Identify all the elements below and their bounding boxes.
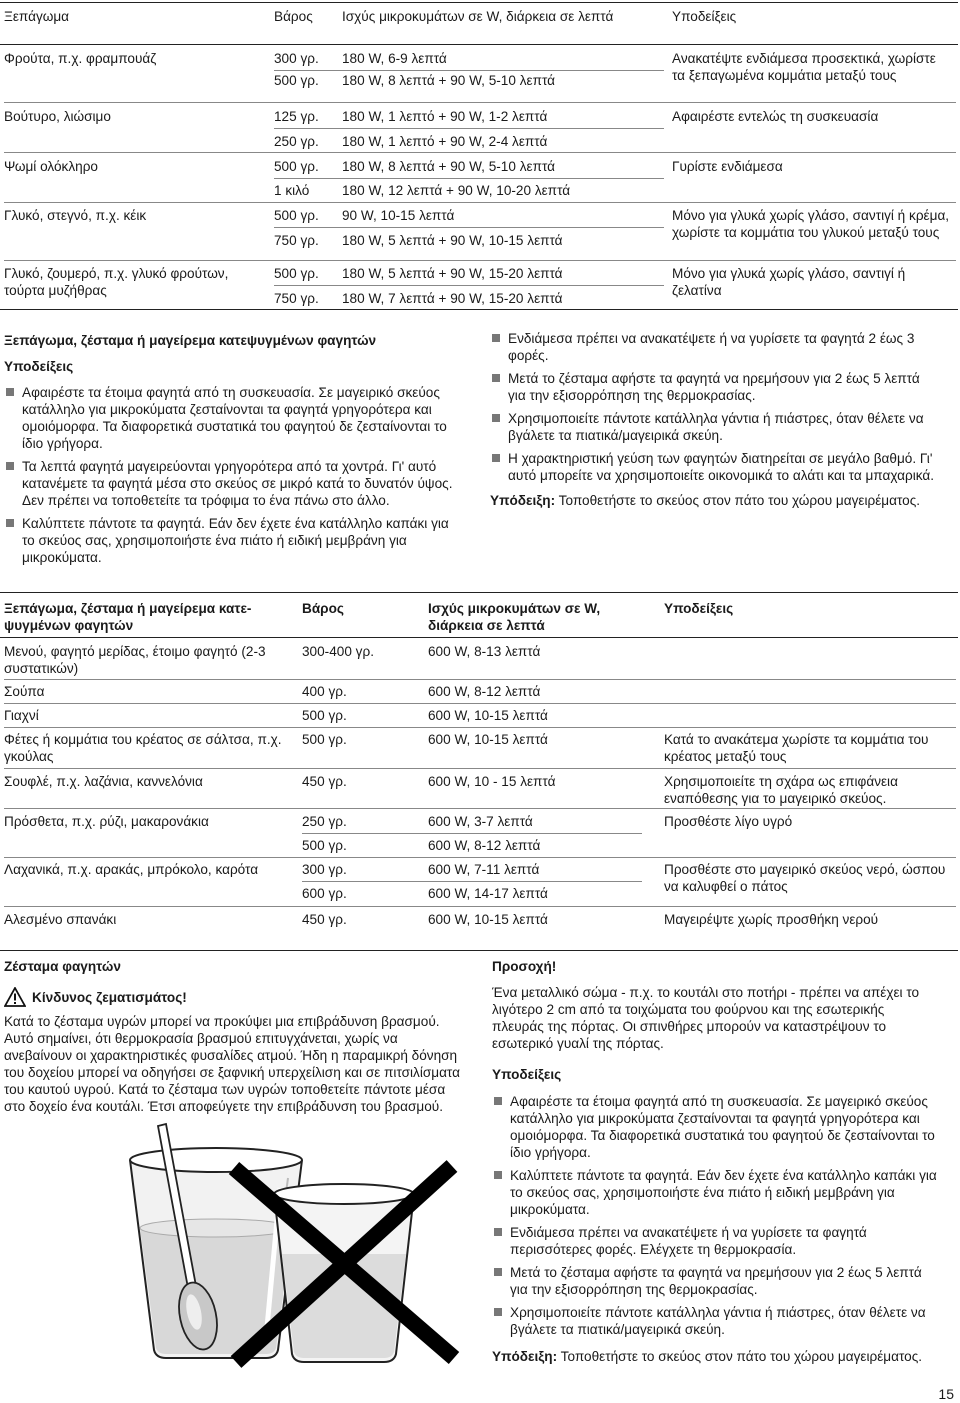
cell-food: Λαχανικά, π.χ. αρακάς, μπρόκολο, καρότα: [4, 862, 259, 877]
heating-left-column: [4, 958, 462, 1115]
table-header-row: [4, 8, 956, 48]
tip-label: Υπόδειξη:: [490, 493, 556, 508]
cell-weight: 500 γρ.: [274, 159, 319, 174]
cell-notes: Προσθέστε στο μαγειρικό σκεύος νερό, ώσπου να καλυφθεί ο πάτος: [664, 862, 946, 894]
cell-notes: Κατά το ανακάτεμα χωρίστε τα κομμάτια του κρέατος μεταξύ τους: [664, 732, 929, 764]
caution-text: Ένα μεταλλικό σώμα - π.χ. το κουτάλι στο ποτήρι - πρέπει να απέχει το λιγότερο 2 cm από τα τοιχώματα του φούρνου και της εσωτερικής πλευράς της πόρτας. Οι σπινθήρες μπορούν να καταστρέψουν το εσωτερικό γυαλί της πόρτας.: [492, 985, 920, 1051]
cell-weight: 750 γρ.: [274, 233, 319, 248]
cell-power: 600 W, 10-15 λεπτά: [428, 708, 548, 723]
hints-list: [490, 330, 935, 484]
hints-heading: Υποδείξεις: [4, 359, 74, 374]
list-item: Αφαιρέστε τα έτοιμα φαγητά από τη συσκευασία. Σε μαγειρικό σκεύος κατάλληλο για μικροκύματα ζεσταίνονται τα φαγητά γρηγορότερα και ομοιόμορφα. Τα διαφορετικά συστατικά του φαγητού δε ζεσταίνονται το ίδιο γρήγορα.: [4, 384, 464, 452]
cell-weight: 300 γρ.: [302, 862, 347, 877]
cell-power: 180 W, 1 λεπτό + 90 W, 1-2 λεπτά: [342, 109, 548, 124]
heating-right-column: [492, 958, 938, 1365]
row-divider: [302, 833, 642, 834]
warning-heading: [4, 987, 462, 1007]
list-item: Καλύπτετε πάντοτε τα φαγητά. Εάν δεν έχετε ένα κατάλληλο καπάκι για το σκεύος σας, χρησιμοποιήστε ένα πιάτο ή ειδική μεμβράνη για μικροκύματα.: [4, 515, 464, 566]
warning-text: Κατά το ζέσταμα υγρών μπορεί να προκύψει μια επιβράδυνση βρασμού. Αυτό σημαίνει, ότι θερμοκρασία βρασμού επιτυγχάνεται, χωρίς να ανεβαίνουν οι χαρακτηριστικές φυσαλίδες ατμού. Ήδη η παραμικρή δόνηση του δοχείου μπορεί να οδηγήσει σε ξαφνική υπερχείλιση και σε πιτσιλίσματα του καυτού υγρού. Κατά το ζέσταμα των υγρών τοποθετείτε πάντοτε μέσα στο δοχείο ένα κουτάλι. Έτσι αποφεύγετε την επιβράδυνση του βρασμού.: [4, 1014, 460, 1114]
cell-food: Γλυκό, στεγνό, π.χ. κέικ: [4, 208, 147, 223]
cell-power: 180 W, 8 λεπτά + 90 W, 5-10 λεπτά: [342, 159, 555, 174]
cell-power: 180 W, 8 λεπτά + 90 W, 5-10 λεπτά: [342, 73, 555, 88]
cell-food: Γλυκό, ζουμερό, π.χ. γλυκό φρούτων, τούρτα μυζήθρας: [4, 266, 229, 298]
hints-heading: Υποδείξεις: [492, 1067, 562, 1082]
cell-power: 180 W, 5 λεπτά + 90 W, 15-20 λεπτά: [342, 266, 563, 281]
cell-power: 600 W, 10 - 15 λεπτά: [428, 774, 556, 789]
section-title: Ζέσταμα φαγητών: [4, 959, 121, 974]
cell-food: Φέτες ή κομμάτια του κρέατος σε σάλτσα, π.χ. γκούλας: [4, 732, 282, 764]
cell-notes: Ανακατέψτε ενδιάμεσα προσεκτικά, χωρίστε τα ξεπαγωμένα κομμάτια μεταξύ τους: [672, 51, 936, 83]
cell-notes: Γυρίστε ενδιάμεσα: [672, 159, 783, 174]
cell-food: Σουφλέ, π.χ. λαζάνια, καννελόνια: [4, 774, 203, 789]
cell-weight: 125 γρ.: [274, 109, 319, 124]
tip-text: Τοποθετήστε το σκεύος στον πάτο του χώρου μαγειρέματος.: [557, 1349, 923, 1364]
cell-weight: 1 κιλό: [274, 183, 310, 198]
cell-weight: 300 γρ.: [274, 51, 319, 66]
row-divider: [4, 906, 956, 907]
row-divider: [4, 679, 956, 680]
cell-food: Φρούτα, π.χ. φραμπουάζ: [4, 51, 157, 66]
row-divider: [302, 881, 642, 882]
cell-notes: Μαγειρέψτε χωρίς προσθήκη νερού: [664, 912, 879, 927]
section-title: Ξεπάγωμα, ζέσταμα ή μαγείρεμα κατεψυγμένων φαγητών: [4, 333, 377, 348]
hints-list: [492, 1093, 938, 1338]
cell-weight: 600 γρ.: [302, 886, 347, 901]
caution-title: Προσοχή!: [492, 959, 557, 974]
cell-weight: 500 γρ.: [302, 838, 347, 853]
cell-weight: 300-400 γρ.: [302, 644, 374, 659]
list-item: Μετά το ζέσταμα αφήστε τα φαγητά να ηρεμήσουν για 2 έως 5 λεπτά για την εξισορρόπηση της θερμοκρασίας.: [492, 1264, 938, 1298]
cell-food: Σούπα: [4, 684, 45, 699]
cell-power: 180 W, 6-9 λεπτά: [342, 51, 447, 66]
cell-weight: 500 γρ.: [274, 73, 319, 88]
col-header-weight: Βάρος: [274, 9, 313, 24]
row-divider: [4, 768, 956, 769]
list-item: Καλύπτετε πάντοτε τα φαγητά. Εάν δεν έχετε ένα κατάλληλο καπάκι για το σκεύος σας, χρησιμοποιήστε ένα πιάτο ή ειδική μεμβράνη για μικροκύματα.: [492, 1167, 938, 1218]
tip-paragraph: [490, 492, 935, 509]
defrost-table: [4, 8, 956, 48]
list-item: Τα λεπτά φαγητά μαγειρεύονται γρηγορότερα από τα χοντρά. Γι' αυτό κατανέμετε τα φαγητά μέσα στο σκεύος σε μικρό κατά το δυνατόν ύψος. Δεν πρέπει να τοποθετείτε τα τρόφιμα το ένα πάνω στο άλλο.: [4, 458, 464, 509]
cell-notes: Μόνο για γλυκά χωρίς γλάσο, σαντιγί ή κρέμα, χωρίστε τα κομμάτια του γλυκού μεταξύ τους: [672, 208, 950, 240]
cell-power: 600 W, 8-12 λεπτά: [428, 838, 541, 853]
list-item: Ενδιάμεσα πρέπει να ανακατέψετε ή να γυρίσετε τα φαγητά περισσότερες φορές. Ελέγχετε τη θερμοκρασία.: [492, 1224, 938, 1258]
cell-power: 180 W, 5 λεπτά + 90 W, 10-15 λεπτά: [342, 233, 563, 248]
cell-weight: 400 γρ.: [302, 684, 347, 699]
list-item: Χρησιμοποιείτε πάντοτε κατάλληλα γάντια ή πιάστρες, όταν θέλετε να βγάλετε τα πιατικά/μαγειρικά σκεύη.: [492, 1304, 938, 1338]
cell-food: Πρόσθετα, π.χ. ρύζι, μακαρονάκια: [4, 814, 209, 829]
warning-triangle-icon: [4, 987, 26, 1007]
list-item: Η χαρακτηριστική γεύση των φαγητών διατηρείται σε μεγάλο βαθμό. Γι' αυτό μπορείτε να χρησιμοποιείτε οικονομικά το αλάτι και τα μπαχαρικά.: [490, 450, 935, 484]
col-header-weight: Βάρος: [302, 601, 344, 616]
cell-power: 600 W, 8-12 λεπτά: [428, 684, 541, 699]
row-divider: [4, 808, 956, 809]
list-item: Χρησιμοποιείτε πάντοτε κατάλληλα γάντια ή πιάστρες, όταν θέλετε να βγάλετε τα πιατικά/μαγειρικά σκεύη.: [490, 410, 935, 444]
tip-label: Υπόδειξη:: [492, 1349, 558, 1364]
warning-title: Κίνδυνος ζεματισμάτος!: [32, 989, 187, 1005]
cell-power: 600 W, 3-7 λεπτά: [428, 814, 533, 829]
row-divider: [4, 727, 956, 728]
cell-power: 90 W, 10-15 λεπτά: [342, 208, 455, 223]
cell-weight: 500 γρ.: [274, 266, 319, 281]
cell-weight: 500 γρ.: [302, 732, 347, 747]
tip-text: Τοποθετήστε το σκεύος στον πάτο του χώρου μαγειρέματος.: [555, 493, 921, 508]
cell-notes: Μόνο για γλυκά χωρίς γλάσο, σαντιγί ή ζελατίνα: [672, 266, 906, 298]
list-item: Ενδιάμεσα πρέπει να ανακατέψετε ή να γυρίσετε τα φαγητά 2 έως 3 φορές.: [490, 330, 935, 364]
row-divider: [4, 857, 956, 858]
cell-power: 600 W, 8-13 λεπτά: [428, 644, 541, 659]
cell-food: Βούτυρο, λιώσιμο: [4, 109, 111, 124]
cell-weight: 250 γρ.: [274, 134, 319, 149]
cell-food: Ψωμί ολόκληρο: [4, 159, 98, 174]
frozen-food-right-column: [490, 330, 935, 509]
cell-notes: Αφαιρέστε εντελώς τη συσκευασία: [672, 109, 879, 124]
cell-notes: Προσθέστε λίγο υγρό: [664, 814, 793, 829]
glass-without-spoon-crossed-illustration: [214, 1158, 464, 1368]
page-number: 15: [938, 1386, 954, 1402]
cell-weight: 450 γρ.: [302, 774, 347, 789]
col-header-power: Ισχύς μικροκυμάτων σε W, διάρκεια σε λεπτά: [342, 9, 614, 24]
col-header-notes: Υποδείξεις: [672, 9, 737, 24]
cell-weight: 750 γρ.: [274, 291, 319, 306]
cell-power: 600 W, 10-15 λεπτά: [428, 732, 548, 747]
frozen-food-left-column: [4, 332, 464, 572]
cell-weight: 250 γρ.: [302, 814, 347, 829]
col-header-power: Ισχύς μικροκυμάτων σε W, διάρκεια σε λεπτά: [428, 601, 601, 633]
hints-list: [4, 384, 464, 566]
cell-power: 600 W, 10-15 λεπτά: [428, 912, 548, 927]
row-divider: [4, 703, 956, 704]
cell-weight: 500 γρ.: [302, 708, 347, 723]
col-header-food: Ξεπάγωμα, ζέσταμα ή μαγείρεμα κατε-ψυγμένων φαγητών: [4, 601, 252, 633]
cell-power: 180 W, 1 λεπτό + 90 W, 2-4 λεπτά: [342, 134, 548, 149]
cell-power: 180 W, 12 λεπτά + 90 W, 10-20 λεπτά: [342, 183, 571, 198]
cell-weight: 450 γρ.: [302, 912, 347, 927]
col-header-food: Ξεπάγωμα: [4, 9, 70, 24]
cell-notes: Χρησιμοποιείτε τη σχάρα ως επιφάνεια εναπόθεσης για το μαγειρικό σκεύος.: [664, 774, 898, 806]
list-item: Μετά το ζέσταμα αφήστε τα φαγητά να ηρεμήσουν για 2 έως 5 λεπτά για την εξισορρόπηση της θερμοκρασίας.: [490, 370, 935, 404]
cell-power: 600 W, 14-17 λεπτά: [428, 886, 548, 901]
cell-food: Αλεσμένο σπανάκι: [4, 912, 117, 927]
cell-food: Μενού, φαγητό μερίδας, έτοιμο φαγητό (2-3 συστατικών): [4, 644, 266, 676]
col-header-notes: Υποδείξεις: [664, 601, 734, 616]
cell-power: 600 W, 7-11 λεπτά: [428, 862, 540, 877]
cell-weight: 500 γρ.: [274, 208, 319, 223]
tip-paragraph: [492, 1348, 938, 1365]
cell-power: 180 W, 7 λεπτά + 90 W, 15-20 λεπτά: [342, 291, 563, 306]
cell-food: Γιαχνί: [4, 708, 39, 723]
list-item: Αφαιρέστε τα έτοιμα φαγητά από τη συσκευασία. Σε μαγειρικό σκεύος κατάλληλο για μικροκύματα ζεσταίνονται τα φαγητά γρηγορότερα και ομοιόμορφα. Τα διαφορετικά συστατικά του φαγητού δε ζεσταίνονται το ίδιο γρήγορα.: [492, 1093, 938, 1161]
